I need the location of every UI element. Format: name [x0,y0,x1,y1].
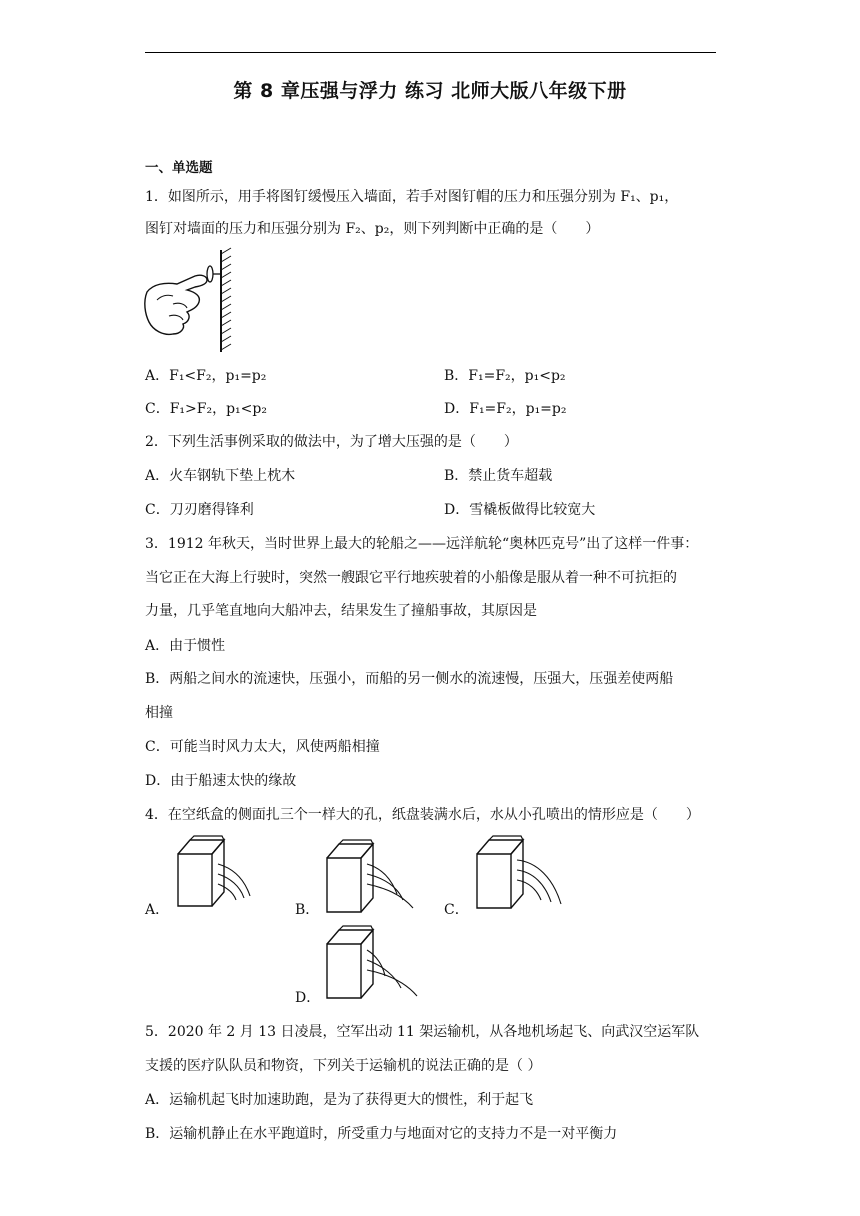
q5-option-b[interactable]: B．运输机静止在水平跑道时，所受重力与地面对它的支持力不是一对平衡力 [145,1126,618,1142]
q3-stem-line1: 3．1912 年秋天，当时世界上最大的轮船之——远洋航轮“奥林匹克号”出了这样一件事： [145,536,699,552]
header-rule [145,52,716,53]
q3-option-d[interactable]: D．由于船速太快的缘故 [145,773,297,789]
q4-option-a-carton-figure[interactable] [172,834,272,914]
q1-stem-line1: 1．如图所示，用手将图钉缓慢压入墙面，若手对图钉帽的压力和压强分别为 F₁、p₁， [145,189,679,205]
q5-stem-line1: 5．2020 年 2 月 13 日凌晨，空军出动 11 架运输机，从各地机场起飞、向武汉空运军队 [145,1024,700,1040]
q4-option-d-carton-figure[interactable] [321,924,431,1004]
q4-stem: 4．在空纸盒的侧面扎三个一样大的孔，纸盘装满水后，水从小孔喷出的情形应是（ ） [145,807,700,823]
section-heading: 一、单选题 [145,160,213,176]
q3-option-a[interactable]: A．由于惯性 [145,638,226,654]
q4-option-c-label[interactable]: C． [444,902,469,918]
q1-thumbtack-figure [143,246,238,356]
q4-option-b-label[interactable]: B． [295,902,320,918]
q2-option-b[interactable]: B．禁止货车超载 [444,468,553,484]
q2-stem: 2．下列生活事例采取的做法中，为了增大压强的是（ ） [145,434,518,450]
page-title: 第 8 章压强与浮力 练习 北师大版八年级下册 [233,80,627,102]
q5-stem-line2: 支援的医疗队队员和物资，下列关于运输机的说法正确的是（ ） [145,1058,542,1074]
q1-option-b[interactable]: B．F₁=F₂，p₁<p₂ [444,368,566,384]
q2-option-c[interactable]: C．刀刃磨得锋利 [145,502,254,518]
q3-option-b[interactable]: B．两船之间水的流速快，压强小，而船的另一侧水的流速慢，压强大，压强差使两船 [145,671,674,687]
q2-option-d[interactable]: D．雪橇板做得比较宽大 [444,502,596,518]
q1-stem-line2: 图钉对墙面的压力和压强分别为 F₂、p₂，则下列判断中正确的是（ ） [145,221,600,237]
q4-option-b-carton-figure[interactable] [321,838,431,918]
q3-option-c[interactable]: C．可能当时风力太大，风使两船相撞 [145,739,380,755]
q3-stem-line3: 力量，几乎笔直地向大船冲去，结果发生了撞船事故，其原因是 [145,603,537,619]
q3-option-b-continued: 相撞 [145,705,173,721]
q1-option-a[interactable]: A．F₁<F₂，p₁=p₂ [145,368,267,384]
q4-option-d-label[interactable]: D． [295,990,321,1006]
q4-option-a-label[interactable]: A． [145,902,170,918]
q3-stem-line2: 当它正在大海上行驶时，突然一艘跟它平行地疾驶着的小船像是服从着一种不可抗拒的 [145,570,677,586]
q4-option-c-carton-figure[interactable] [471,834,571,914]
q1-option-d[interactable]: D．F₁=F₂，p₁=p₂ [444,401,567,417]
q1-option-c[interactable]: C．F₁>F₂，p₁<p₂ [145,401,267,417]
q5-option-a[interactable]: A．运输机起飞时加速助跑，是为了获得更大的惯性，利于起飞 [145,1092,534,1108]
q2-option-a[interactable]: A．火车钢轨下垫上枕木 [145,468,296,484]
